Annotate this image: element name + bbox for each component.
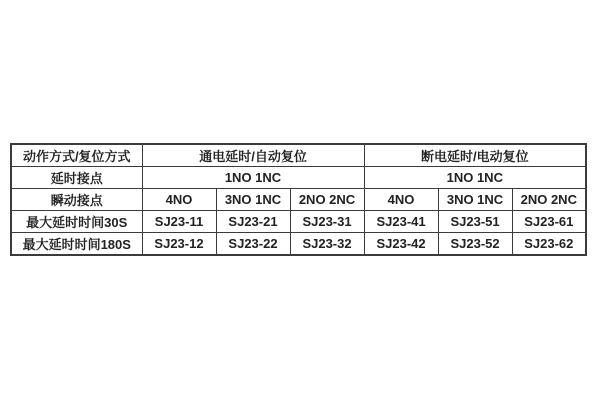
- instant-contacts-cell: 4NO: [142, 189, 216, 211]
- row-label-action-reset-mode: 动作方式/复位方式: [11, 144, 142, 167]
- row-label-max-delay-30s: 最大延时时间30S: [11, 211, 142, 233]
- model-cell: SJ23-22: [216, 233, 290, 256]
- model-cell: SJ23-32: [290, 233, 364, 256]
- instant-contacts-cell: 2NO 2NC: [512, 189, 586, 211]
- model-cell: SJ23-31: [290, 211, 364, 233]
- row-label-delay-contacts: 延时接点: [11, 167, 142, 189]
- instant-contacts-cell: 3NO 1NC: [438, 189, 512, 211]
- model-cell: SJ23-12: [142, 233, 216, 256]
- delay-contacts-group1-value: 1NO 1NC: [142, 167, 364, 189]
- instant-contacts-cell: 4NO: [364, 189, 438, 211]
- instant-contacts-cell: 2NO 2NC: [290, 189, 364, 211]
- relay-spec-table: [10, 143, 587, 256]
- group-header-power-off-delay-electric-reset: 断电延时/电动复位: [364, 144, 586, 167]
- table-row-max-delay-30s: [11, 211, 586, 233]
- model-cell: SJ23-51: [438, 211, 512, 233]
- row-label-instant-contacts: 瞬动接点: [11, 189, 142, 211]
- row-label-max-delay-180s: 最大延时时间180S: [11, 233, 142, 256]
- model-cell: SJ23-21: [216, 211, 290, 233]
- model-cell: SJ23-61: [512, 211, 586, 233]
- model-cell: SJ23-52: [438, 233, 512, 256]
- model-cell: SJ23-62: [512, 233, 586, 256]
- instant-contacts-cell: 3NO 1NC: [216, 189, 290, 211]
- model-cell: SJ23-11: [142, 211, 216, 233]
- model-cell: SJ23-41: [364, 211, 438, 233]
- table-row-instant-contacts: [11, 189, 586, 211]
- group-header-power-on-delay-auto-reset: 通电延时/自动复位: [142, 144, 364, 167]
- model-cell: SJ23-42: [364, 233, 438, 256]
- table-row-max-delay-180s: [11, 233, 586, 256]
- table-row-delay-contacts: [11, 167, 586, 189]
- table-row-action-reset-mode: [11, 144, 586, 167]
- delay-contacts-group2-value: 1NO 1NC: [364, 167, 586, 189]
